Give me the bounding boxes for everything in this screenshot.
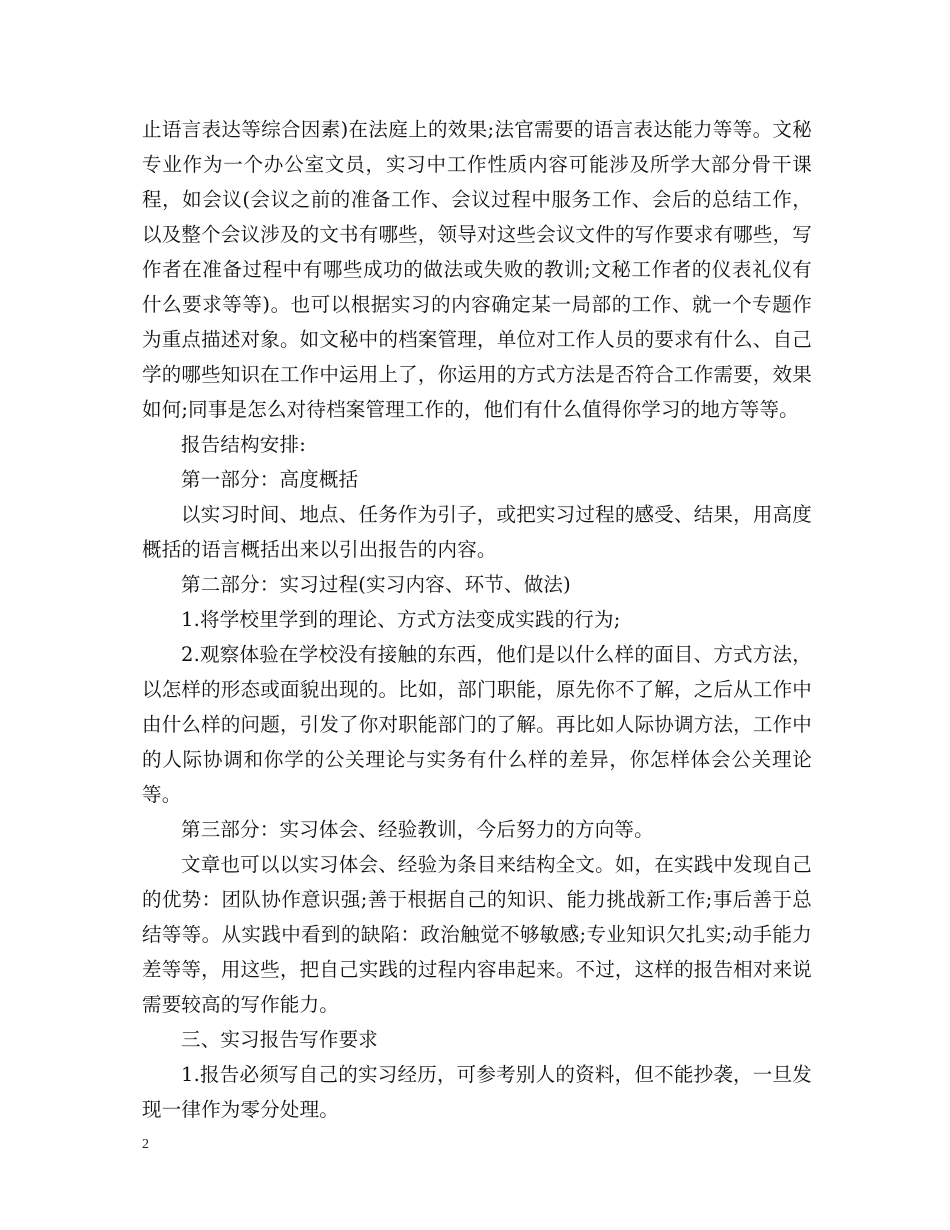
paragraph: 1.报告必须写自己的实习经历，可参考别人的资料，但不能抄袭，一旦发现一律作为零分处理。 [142,1063,812,1121]
paragraph: 1.将学校里学到的理论、方式方法变成实践的行为; [181,608,621,631]
paragraph: 止语言表达等综合因素)在法庭上的效果;法官需要的语言表达能力等等。文秘专业作为一个办公室文员，实习中工作性质内容可能涉及所学大部分骨干课程，如会议(会议之前的准备工作、会议过程中服务工作、会后的总结工作，以及整个会议涉及的文书有哪些，领导对这些会议文件的写作要求有哪些，写作者在准备过程中有哪些成功的做法或失败的教训;文秘工作者的仪表礼仪有什么要求等等)。也可以根据实习的内容确定某一局部的工作、就一个专题作为重点描述对象。如文秘中的档案管理，单位对工作人员的要求有什么、自己学的哪些知识在工作中运用上了，你运用的方式方法是否符合工作需要，效果如何;同事是怎么对待档案管理工作的，他们有什么值得你学习的地方等等。 [142,118,812,421]
body-text [142,112,812,1127]
paragraph: 文章也可以以实习体会、经验为条目来结构全文。如，在实践中发现自己的优势：团队协作意识强;善于根据自己的知识、能力挑战新工作;事后善于总结等等。从实践中看到的缺陷：政治触觉不够敏感;专业知识欠扎实;动手能力差等等，用这些，把自己实践的过程内容串起来。不过，这样的报告相对来说需要较高的写作能力。 [142,853,812,1016]
paragraph: 报告结构安排: [181,433,306,456]
paragraph: 三、实习报告写作要求 [181,1028,379,1051]
paragraph: 第三部分：实习体会、经验教训，今后努力的方向等。 [181,818,654,841]
paragraph: 第二部分：实习过程(实习内容、环节、做法) [181,573,571,596]
paragraph: 2.观察体验在学校没有接触的东西，他们是以什么样的面目、方式方法，以怎样的形态或面貌出现的。比如，部门职能，原先你不了解，之后从工作中由什么样的问题，引发了你对职能部门的了解。再比如人际协调方法，工作中的人际协调和你学的公关理论与实务有什么样的差异，你怎样体会公关理论等。 [142,643,812,806]
paragraph: 以实习时间、地点、任务作为引子，或把实习过程的感受、结果，用高度概括的语言概括出来以引出报告的内容。 [142,503,812,561]
page-number: 2 [142,1137,149,1152]
paragraph: 第一部分：高度概括 [181,468,359,491]
